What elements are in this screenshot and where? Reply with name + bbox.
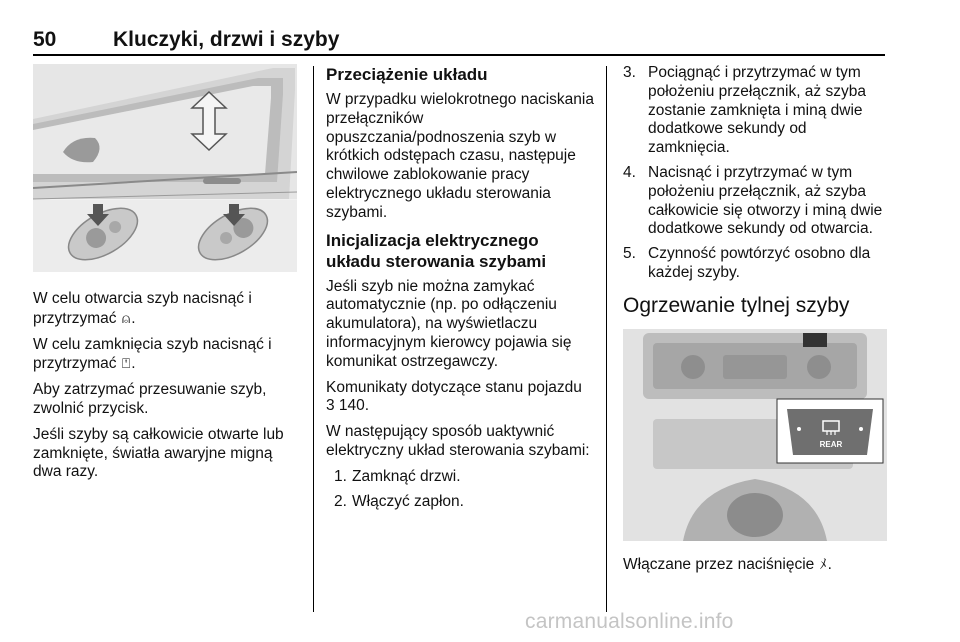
steps-list-1 [326, 468, 594, 512]
door-window-illustration [33, 64, 297, 272]
header-divider [33, 54, 885, 56]
page-header [33, 28, 885, 54]
page-title: Kluczyki, drzwi i szyby [113, 28, 340, 51]
lock-icon: ⍞ [121, 355, 131, 372]
heading-overload: Przeciążenie układu [326, 65, 488, 84]
page-reference: 3 140. [326, 397, 370, 415]
heading-rear-window-heating: Ogrzewanie tylnej szyby [623, 293, 850, 317]
column-divider-1 [313, 66, 314, 612]
paragraph-open: W celu otwarcia szyb nacisnąć i przytrzymać ⍝. [33, 290, 252, 327]
column-2 [326, 64, 594, 517]
list-item: 1. Zamknąć drzwi. [334, 467, 461, 485]
paragraph-overload: W przypadku wielokrotnego naciskania przełączników opuszczania/podnoszenia szyb w krótkich odstępach czasu, następuje chwilowe zablokowanie pracy elektrycznego układu sterowania szybami. [326, 91, 594, 221]
page-number: 50 [33, 28, 57, 51]
watermark: carmanualsonline.info [525, 610, 734, 633]
unlock-icon: ⍝ [121, 309, 131, 326]
list-item: 2. Włączyć zapłon. [334, 492, 464, 510]
list-item: 5. Czynność powtórzyć osobno dla każdej szyby. [623, 245, 871, 281]
rear-heating-icon: ﾒ [819, 555, 827, 572]
paragraph-stop: Aby zatrzymać przesuwanie szyb, zwolnić przycisk. [33, 381, 267, 417]
rear-button-label: REAR [819, 439, 843, 449]
column-3 [623, 64, 887, 582]
caption-rear-heating: Włączane przez naciśnięcie ﾒ. [623, 555, 832, 573]
steps-list-2 [623, 64, 887, 283]
heading-initialization: Inicjalizacja elektrycznego układu sterowania szybami [326, 230, 547, 271]
list-item: 4. Nacisnąć i przytrzymać w tym położeniu przełącznik, aż szyba całkowicie się otworzy i miną dwie dodatkowe sekundy od otwarcia. [623, 163, 883, 238]
center-console-illustration [623, 329, 887, 541]
list-item: 3. Pociągnąć i przytrzymać w tym położeniu przełącznik, aż szyba zostanie zamknięta i miną dwie dodatkowe sekundy od zamknięcia. [623, 64, 866, 157]
paragraph-close: W celu zamknięcia szyb nacisnąć i przytrzymać ⍞. [33, 335, 272, 373]
paragraph-activation: W następujący sposób uaktywnić elektryczny układ sterowania szybami: [326, 423, 590, 459]
column-divider-2 [606, 66, 607, 612]
paragraph-hazard: Jeśli szyby są całkowicie otwarte lub zamknięte, światła awaryjne migną dwa razy. [33, 425, 284, 481]
paragraph-vehicle-messages: Komunikaty dotyczące stanu pojazdu 3 140. [326, 378, 582, 415]
paragraph-initialization: Jeśli szyb nie można zamykać automatycznie (np. po odłączeniu akumulatora), na wyświetlaczu informacyjnym kierowcy pojawia się komunikat ostrzegawczy. [326, 277, 572, 370]
column-1 [33, 64, 303, 489]
